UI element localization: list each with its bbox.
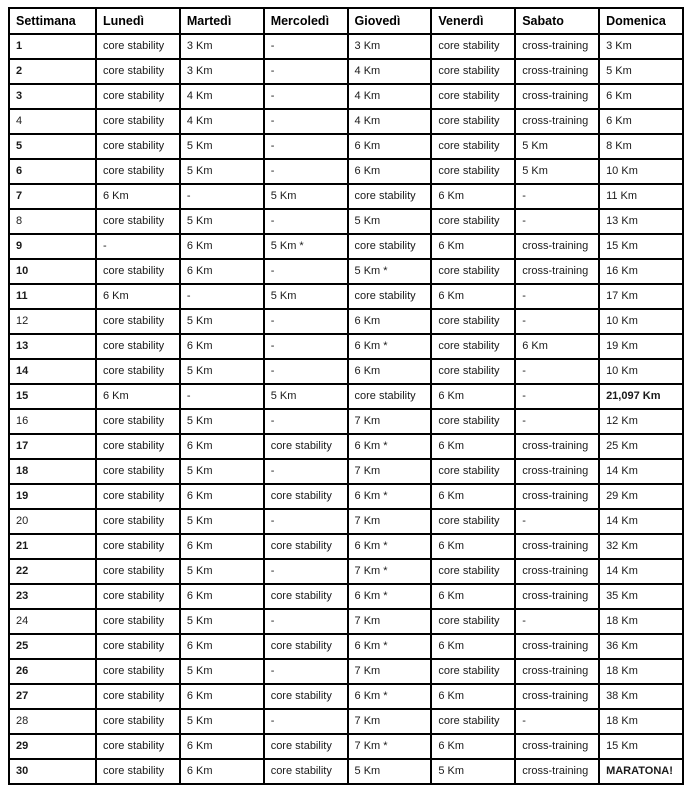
table-row [9, 434, 683, 459]
day-cell: core stability [431, 134, 515, 159]
day-cell: - [264, 259, 348, 284]
day-cell: 16 Km [599, 259, 683, 284]
table-row [9, 34, 683, 59]
day-cell: core stability [264, 534, 348, 559]
day-cell: - [264, 59, 348, 84]
table-row [9, 309, 683, 334]
day-cell: core stability [431, 259, 515, 284]
week-number-cell: 11 [9, 284, 96, 309]
day-cell: 4 Km [348, 59, 432, 84]
table-row [9, 84, 683, 109]
day-cell: - [96, 234, 180, 259]
day-cell: core stability [96, 734, 180, 759]
day-cell: cross-training [515, 109, 599, 134]
day-cell: 5 Km [180, 209, 264, 234]
day-cell: cross-training [515, 734, 599, 759]
day-cell: core stability [96, 484, 180, 509]
day-cell: MARATONA! [599, 759, 683, 784]
day-cell: 5 Km [180, 409, 264, 434]
table-row [9, 709, 683, 734]
day-cell: - [264, 359, 348, 384]
day-cell: core stability [264, 584, 348, 609]
week-number-cell: 10 [9, 259, 96, 284]
day-cell: core stability [431, 109, 515, 134]
day-cell: core stability [96, 34, 180, 59]
day-cell: cross-training [515, 759, 599, 784]
day-cell: 3 Km [180, 59, 264, 84]
day-cell: 5 Km [180, 134, 264, 159]
day-cell: 5 Km [180, 509, 264, 534]
week-number-cell: 13 [9, 334, 96, 359]
table-row [9, 684, 683, 709]
day-cell: core stability [431, 334, 515, 359]
column-header-venerdì: Venerdì [431, 8, 515, 34]
day-cell: 6 Km [515, 334, 599, 359]
week-number-cell: 15 [9, 384, 96, 409]
day-cell: 10 Km [599, 159, 683, 184]
day-cell: 4 Km [180, 109, 264, 134]
training-plan-table [8, 7, 684, 785]
day-cell: 14 Km [599, 459, 683, 484]
day-cell: 29 Km [599, 484, 683, 509]
table-body [9, 34, 683, 784]
day-cell: 19 Km [599, 334, 683, 359]
day-cell: core stability [431, 409, 515, 434]
day-cell: - [264, 84, 348, 109]
day-cell: 6 Km [180, 484, 264, 509]
day-cell: core stability [96, 109, 180, 134]
day-cell: cross-training [515, 484, 599, 509]
day-cell: 6 Km * [348, 584, 432, 609]
day-cell: core stability [96, 509, 180, 534]
day-cell: - [264, 309, 348, 334]
day-cell: core stability [96, 709, 180, 734]
day-cell: core stability [431, 309, 515, 334]
day-cell: 6 Km * [348, 334, 432, 359]
day-cell: 6 Km [180, 634, 264, 659]
day-cell: 6 Km [96, 384, 180, 409]
week-number-cell: 17 [9, 434, 96, 459]
day-cell: 7 Km [348, 509, 432, 534]
day-cell: 6 Km [599, 109, 683, 134]
day-cell: 5 Km [180, 559, 264, 584]
day-cell: 6 Km [431, 184, 515, 209]
day-cell: 6 Km [431, 734, 515, 759]
day-cell: - [515, 709, 599, 734]
column-header-lunedì: Lunedì [96, 8, 180, 34]
day-cell: 18 Km [599, 709, 683, 734]
day-cell: core stability [96, 134, 180, 159]
column-header-mercoledì: Mercoledì [264, 8, 348, 34]
week-number-cell: 16 [9, 409, 96, 434]
day-cell: 5 Km [180, 159, 264, 184]
day-cell: 5 Km [180, 609, 264, 634]
table-row [9, 759, 683, 784]
day-cell: - [264, 159, 348, 184]
day-cell: 15 Km [599, 734, 683, 759]
day-cell: core stability [96, 209, 180, 234]
day-cell: 3 Km [348, 34, 432, 59]
day-cell: 35 Km [599, 584, 683, 609]
week-number-cell: 3 [9, 84, 96, 109]
day-cell: 6 Km [431, 634, 515, 659]
table-row [9, 234, 683, 259]
day-cell: - [264, 334, 348, 359]
table-row [9, 334, 683, 359]
day-cell: cross-training [515, 234, 599, 259]
week-number-cell: 8 [9, 209, 96, 234]
day-cell: 6 Km [348, 309, 432, 334]
day-cell: 7 Km [348, 459, 432, 484]
day-cell: cross-training [515, 84, 599, 109]
day-cell: 17 Km [599, 284, 683, 309]
day-cell: core stability [96, 434, 180, 459]
day-cell: 14 Km [599, 559, 683, 584]
day-cell: 6 Km [348, 359, 432, 384]
day-cell: 6 Km [431, 234, 515, 259]
day-cell: 6 Km * [348, 434, 432, 459]
day-cell: - [515, 284, 599, 309]
table-row [9, 384, 683, 409]
day-cell: 6 Km [180, 584, 264, 609]
day-cell: 6 Km * [348, 634, 432, 659]
day-cell: 5 Km [264, 184, 348, 209]
day-cell: 6 Km * [348, 484, 432, 509]
day-cell: 6 Km [599, 84, 683, 109]
week-number-cell: 30 [9, 759, 96, 784]
day-cell: 5 Km [180, 309, 264, 334]
day-cell: core stability [96, 259, 180, 284]
table-row [9, 659, 683, 684]
day-cell: core stability [96, 459, 180, 484]
column-header-martedì: Martedì [180, 8, 264, 34]
week-number-cell: 7 [9, 184, 96, 209]
day-cell: core stability [431, 559, 515, 584]
day-cell: core stability [348, 234, 432, 259]
week-number-cell: 12 [9, 309, 96, 334]
week-number-cell: 20 [9, 509, 96, 534]
day-cell: core stability [264, 434, 348, 459]
table-row [9, 484, 683, 509]
table-row [9, 609, 683, 634]
day-cell: 8 Km [599, 134, 683, 159]
day-cell: 6 Km [431, 284, 515, 309]
day-cell: 6 Km [180, 334, 264, 359]
day-cell: - [515, 184, 599, 209]
day-cell: 13 Km [599, 209, 683, 234]
day-cell: 7 Km [348, 409, 432, 434]
day-cell: core stability [96, 159, 180, 184]
week-number-cell: 27 [9, 684, 96, 709]
day-cell: 5 Km [515, 159, 599, 184]
day-cell: cross-training [515, 34, 599, 59]
day-cell: - [264, 459, 348, 484]
day-cell: core stability [96, 659, 180, 684]
day-cell: core stability [431, 459, 515, 484]
day-cell: - [264, 134, 348, 159]
day-cell: 5 Km [348, 759, 432, 784]
table-row [9, 134, 683, 159]
day-cell: - [264, 34, 348, 59]
table-row [9, 634, 683, 659]
column-header-sabato: Sabato [515, 8, 599, 34]
day-cell: 10 Km [599, 309, 683, 334]
day-cell: 6 Km [431, 584, 515, 609]
day-cell: 5 Km [180, 459, 264, 484]
day-cell: core stability [264, 634, 348, 659]
week-number-cell: 18 [9, 459, 96, 484]
table-row [9, 734, 683, 759]
day-cell: 11 Km [599, 184, 683, 209]
day-cell: 6 Km [348, 134, 432, 159]
day-cell: - [515, 359, 599, 384]
day-cell: core stability [264, 734, 348, 759]
day-cell: 6 Km [180, 684, 264, 709]
day-cell: 25 Km [599, 434, 683, 459]
day-cell: 5 Km [180, 709, 264, 734]
day-cell: 7 Km [348, 659, 432, 684]
day-cell: core stability [264, 759, 348, 784]
table-row [9, 559, 683, 584]
table-header [9, 8, 683, 34]
week-number-cell: 28 [9, 709, 96, 734]
day-cell: core stability [96, 409, 180, 434]
day-cell: 7 Km [348, 609, 432, 634]
week-number-cell: 23 [9, 584, 96, 609]
day-cell: core stability [431, 59, 515, 84]
day-cell: core stability [96, 634, 180, 659]
day-cell: 5 Km * [264, 234, 348, 259]
day-cell: 7 Km * [348, 734, 432, 759]
day-cell: 18 Km [599, 609, 683, 634]
day-cell: 6 Km [348, 159, 432, 184]
day-cell: 6 Km [431, 384, 515, 409]
day-cell: 6 Km [180, 534, 264, 559]
day-cell: cross-training [515, 559, 599, 584]
day-cell: cross-training [515, 684, 599, 709]
day-cell: core stability [348, 384, 432, 409]
week-number-cell: 26 [9, 659, 96, 684]
day-cell: cross-training [515, 459, 599, 484]
day-cell: core stability [96, 584, 180, 609]
day-cell: 4 Km [180, 84, 264, 109]
day-cell: - [264, 559, 348, 584]
day-cell: core stability [431, 159, 515, 184]
day-cell: core stability [264, 484, 348, 509]
day-cell: 6 Km [180, 259, 264, 284]
column-header-domenica: Domenica [599, 8, 683, 34]
day-cell: core stability [348, 284, 432, 309]
day-cell: - [264, 509, 348, 534]
day-cell: core stability [348, 184, 432, 209]
table-row [9, 109, 683, 134]
day-cell: 5 Km [599, 59, 683, 84]
day-cell: 3 Km [599, 34, 683, 59]
day-cell: 12 Km [599, 409, 683, 434]
day-cell: core stability [431, 609, 515, 634]
day-cell: cross-training [515, 534, 599, 559]
day-cell: core stability [96, 534, 180, 559]
day-cell: 15 Km [599, 234, 683, 259]
day-cell: 5 Km [180, 659, 264, 684]
day-cell: core stability [96, 59, 180, 84]
week-number-cell: 2 [9, 59, 96, 84]
day-cell: core stability [96, 684, 180, 709]
day-cell: 5 Km [431, 759, 515, 784]
week-number-cell: 1 [9, 34, 96, 59]
day-cell: 6 Km [180, 734, 264, 759]
day-cell: - [264, 709, 348, 734]
table-row [9, 459, 683, 484]
day-cell: core stability [96, 84, 180, 109]
week-number-cell: 5 [9, 134, 96, 159]
day-cell: - [515, 209, 599, 234]
day-cell: core stability [96, 759, 180, 784]
week-number-cell: 4 [9, 109, 96, 134]
day-cell: 6 Km [431, 484, 515, 509]
day-cell: - [515, 409, 599, 434]
day-cell: 7 Km * [348, 559, 432, 584]
day-cell: 6 Km [431, 434, 515, 459]
day-cell: core stability [431, 509, 515, 534]
day-cell: 36 Km [599, 634, 683, 659]
day-cell: 7 Km [348, 709, 432, 734]
week-number-cell: 19 [9, 484, 96, 509]
day-cell: core stability [431, 84, 515, 109]
week-number-cell: 9 [9, 234, 96, 259]
day-cell: - [180, 284, 264, 309]
day-cell: - [515, 309, 599, 334]
day-cell: core stability [431, 659, 515, 684]
table-row [9, 209, 683, 234]
week-number-cell: 29 [9, 734, 96, 759]
header-row [9, 8, 683, 34]
day-cell: 10 Km [599, 359, 683, 384]
table-row [9, 259, 683, 284]
table-row [9, 184, 683, 209]
day-cell: - [264, 109, 348, 134]
day-cell: 14 Km [599, 509, 683, 534]
day-cell: 6 Km [180, 434, 264, 459]
day-cell: 6 Km * [348, 684, 432, 709]
day-cell: 18 Km [599, 659, 683, 684]
day-cell: cross-training [515, 59, 599, 84]
day-cell: - [264, 409, 348, 434]
day-cell: cross-training [515, 584, 599, 609]
day-cell: 6 Km [431, 684, 515, 709]
day-cell: 5 Km [515, 134, 599, 159]
day-cell: - [264, 209, 348, 234]
table-row [9, 509, 683, 534]
week-number-cell: 6 [9, 159, 96, 184]
day-cell: core stability [431, 709, 515, 734]
day-cell: core stability [96, 609, 180, 634]
day-cell: 5 Km [348, 209, 432, 234]
column-header-settimana: Settimana [9, 8, 96, 34]
day-cell: - [515, 384, 599, 409]
week-number-cell: 24 [9, 609, 96, 634]
day-cell: 6 Km [96, 284, 180, 309]
day-cell: cross-training [515, 434, 599, 459]
week-number-cell: 14 [9, 359, 96, 384]
day-cell: cross-training [515, 659, 599, 684]
day-cell: 4 Km [348, 84, 432, 109]
table-row [9, 359, 683, 384]
day-cell: 21,097 Km [599, 384, 683, 409]
table-row [9, 159, 683, 184]
table-row [9, 584, 683, 609]
day-cell: 6 Km [180, 759, 264, 784]
day-cell: cross-training [515, 259, 599, 284]
day-cell: - [264, 609, 348, 634]
day-cell: 6 Km [431, 534, 515, 559]
day-cell: - [264, 659, 348, 684]
day-cell: 5 Km [264, 384, 348, 409]
day-cell: core stability [431, 359, 515, 384]
table-row [9, 409, 683, 434]
day-cell: core stability [96, 559, 180, 584]
day-cell: 4 Km [348, 109, 432, 134]
day-cell: - [180, 384, 264, 409]
week-number-cell: 22 [9, 559, 96, 584]
day-cell: 32 Km [599, 534, 683, 559]
day-cell: cross-training [515, 634, 599, 659]
week-number-cell: 25 [9, 634, 96, 659]
day-cell: - [515, 509, 599, 534]
day-cell: - [180, 184, 264, 209]
day-cell: core stability [96, 309, 180, 334]
day-cell: 38 Km [599, 684, 683, 709]
day-cell: - [515, 609, 599, 634]
day-cell: 5 Km * [348, 259, 432, 284]
day-cell: core stability [96, 359, 180, 384]
table-row [9, 59, 683, 84]
week-number-cell: 21 [9, 534, 96, 559]
table-row [9, 534, 683, 559]
day-cell: core stability [264, 684, 348, 709]
column-header-giovedì: Giovedì [348, 8, 432, 34]
table-row [9, 284, 683, 309]
day-cell: 5 Km [180, 359, 264, 384]
day-cell: core stability [96, 334, 180, 359]
day-cell: 6 Km [180, 234, 264, 259]
day-cell: 6 Km [96, 184, 180, 209]
day-cell: 3 Km [180, 34, 264, 59]
day-cell: core stability [431, 34, 515, 59]
day-cell: 6 Km * [348, 534, 432, 559]
day-cell: core stability [431, 209, 515, 234]
day-cell: 5 Km [264, 284, 348, 309]
